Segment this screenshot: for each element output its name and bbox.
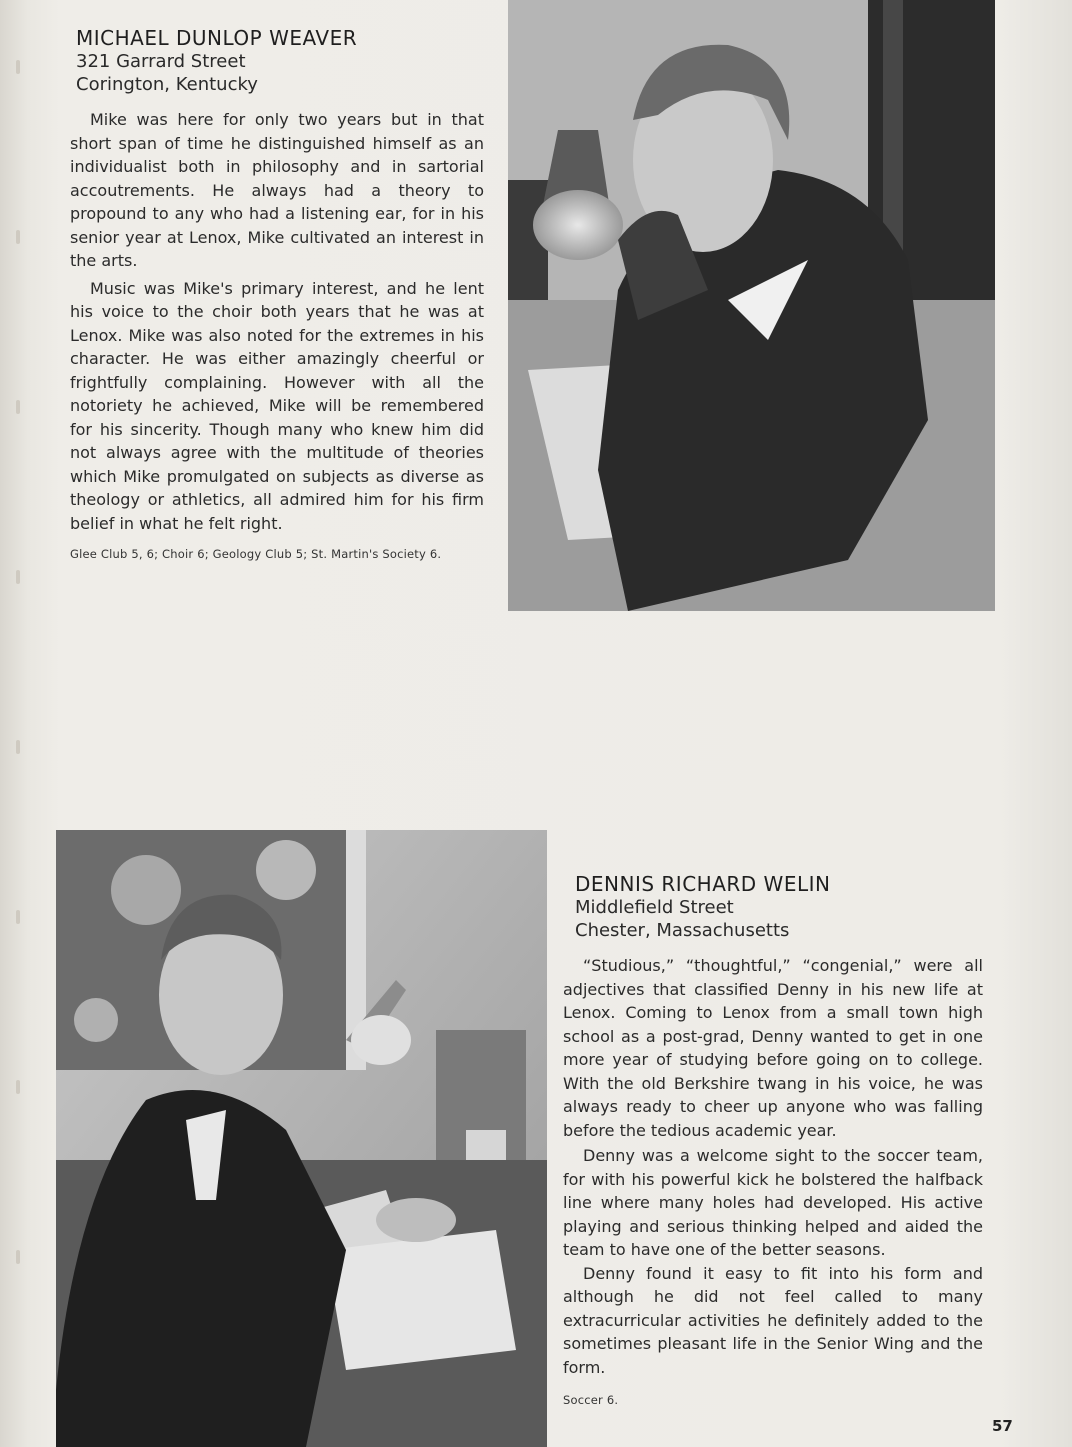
bio-dennis-welin [563, 872, 983, 1407]
student-name: MICHAEL DUNLOP WEAVER [76, 26, 358, 50]
student-city: Corington, Kentucky [76, 74, 258, 95]
bio-paragraph: “Studious,” “thoughtful,” “congenial,” were all adjectives that classified Denny in his new life at Lenox. Coming to Lenox from a small town high school as a post-grad, Denny wanted to get in one more year of studying before going on to college. With the old Berkshire twang in his voice, he was always ready to cheer up anyone who was falling before the tedious academic year. [563, 956, 983, 1140]
portrait-photo-michael-weaver [508, 0, 995, 611]
page-binding [12, 0, 26, 1447]
bio-paragraph: Denny found it easy to fit into his form and although he did not feel called to many extracurricular activities he definitely added to the sometimes pleasant life in the Senior Wing and the form. [563, 1263, 983, 1377]
student-city: Chester, Massachusetts [575, 920, 790, 941]
student-name: DENNIS RICHARD WELIN [575, 872, 831, 896]
activities-list: Glee Club 5, 6; Choir 6; Geology Club 5; St. Martin's Society 6. [70, 547, 442, 561]
student-street: Middlefield Street [575, 897, 734, 918]
bio-michael-weaver [70, 26, 484, 561]
bio-paragraph: Music was Mike's primary interest, and he lent his voice to the choir both years that he was at Lenox. Mike was also noted for the extremes in his character. He was either amazingly cheerful or frightfully complaining. However with all the notoriety he achieved, Mike will be remembered for his sincerity. Though many who knew him did not always agree with the multitude of theories which Mike promulgated on subjects as diverse as theology or athletics, all admired him for his firm belief in what he felt right. [70, 278, 484, 533]
bio-paragraph: Denny was a welcome sight to the soccer team, for with his powerful kick he bolstered the halfback line where many holes had developed. His active playing and serious thinking helped and aided the team to have one of the better seasons. [563, 1146, 983, 1259]
bio-paragraph: Mike was here for only two years but in that short span of time he distinguished himself as an individualist both in philosophy and in sartorial accoutrements. He always had a theory to propound to any who had a listening ear, for in his senior year at Lenox, Mike cultivated an interest in the arts. [70, 110, 484, 270]
portrait-photo-dennis-welin [56, 830, 547, 1447]
student-street: 321 Garrard Street [76, 51, 246, 72]
activities-list: Soccer 6. [563, 1393, 619, 1407]
page-number: 57 [992, 1417, 1013, 1435]
